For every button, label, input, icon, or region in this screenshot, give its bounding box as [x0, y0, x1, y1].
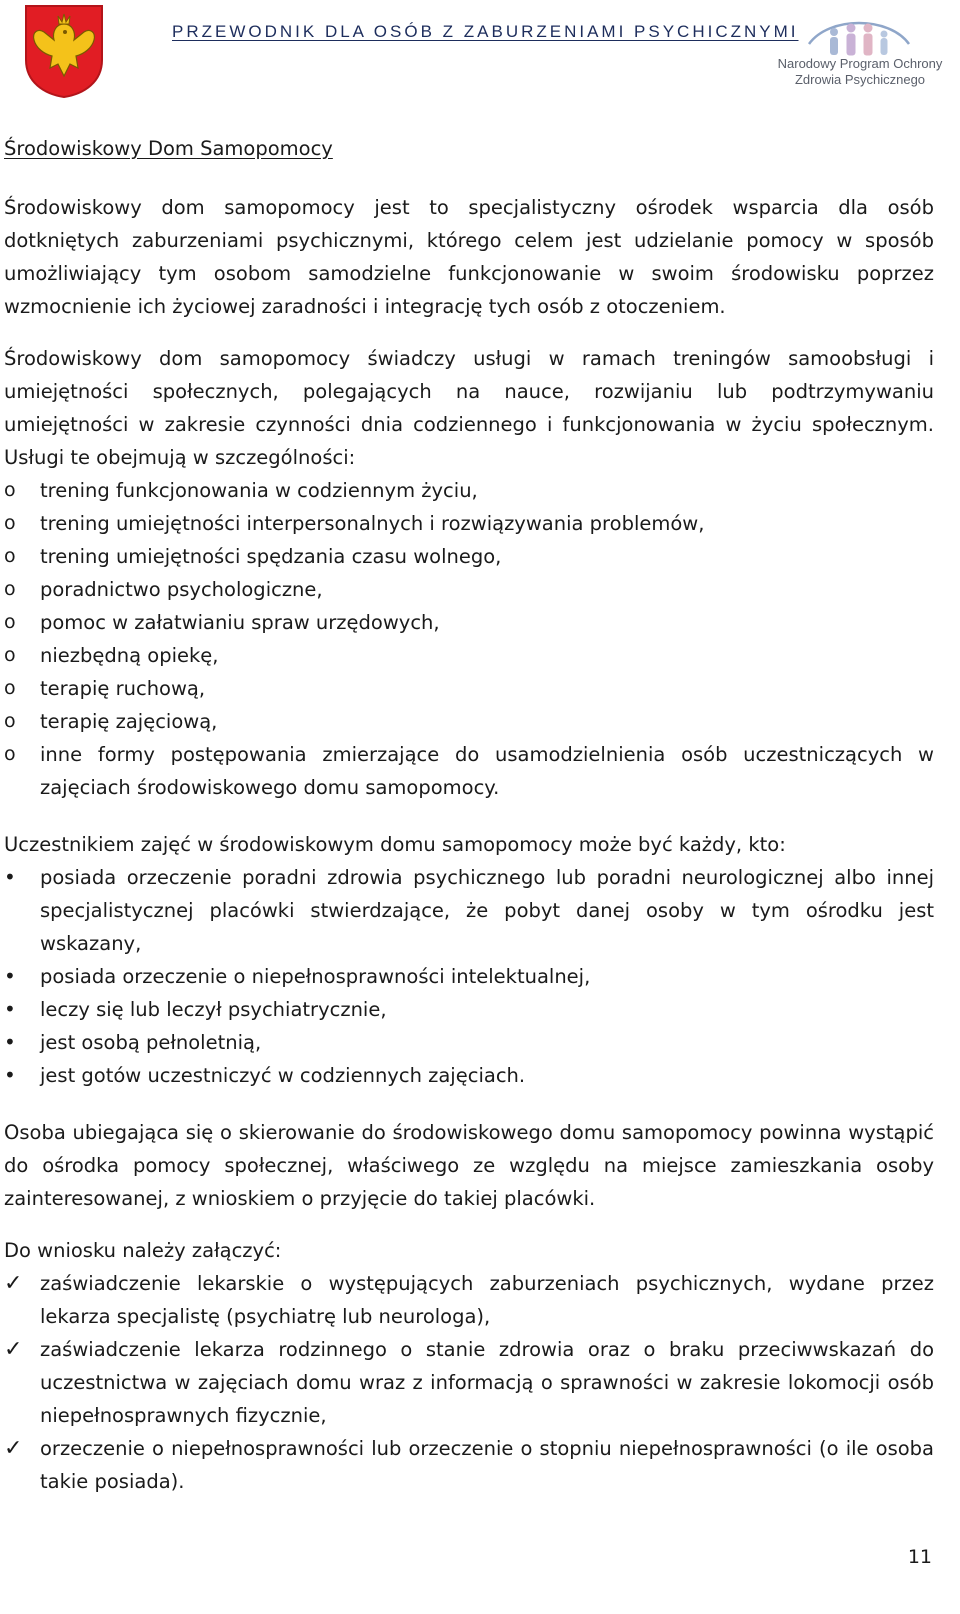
- list-item: • posiada orzeczenie poradni zdrowia psychicznego lub poradni neurologicznej albo innej specjalistycznej placówki stwierdzające, że pobyt danej osoby w tym ośrodku jest wskazany,: [4, 861, 934, 960]
- list-item: • posiada orzeczenie o niepełnosprawności intelektualnej,: [4, 960, 934, 993]
- list-item: o terapię zajęciową,: [4, 705, 934, 738]
- services-list: [4, 474, 934, 804]
- section-title: Środowiskowy Dom Samopomocy: [4, 137, 333, 160]
- attachments-intro: Do wniosku należy załączyć:: [4, 1239, 282, 1262]
- header-title: PRZEWODNIK DLA OSÓB Z ZABURZENIAMI PSYCHICZNYMI: [172, 22, 799, 41]
- circle-bullet-icon: o: [4, 545, 16, 567]
- list-item: o pomoc w załatwianiu spraw urzędowych,: [4, 606, 934, 639]
- circle-bullet-icon: o: [4, 479, 16, 501]
- criteria-list: [4, 861, 934, 1092]
- page-number: 11: [907, 1546, 932, 1568]
- list-item: o inne formy postępowania zmierzające do usamodzielnienia osób uczestniczących w zajęciach środowiskowego domu samopomocy.: [4, 738, 934, 804]
- logo-text-line2: Zdrowia Psychicznego: [794, 72, 926, 87]
- circle-bullet-icon: o: [4, 677, 16, 699]
- list-item: o trening funkcjonowania w codziennym życiu,: [4, 474, 934, 507]
- bullet-icon: •: [4, 997, 16, 1021]
- bullet-icon: •: [4, 964, 16, 988]
- circle-bullet-icon: o: [4, 578, 16, 600]
- bullet-icon: •: [4, 865, 16, 889]
- circle-bullet-icon: o: [4, 710, 16, 732]
- document-body: [4, 132, 934, 1498]
- list-item: o trening umiejętności interpersonalnych i rozwiązywania problemów,: [4, 507, 934, 540]
- list-item: • jest osobą pełnoletnią,: [4, 1026, 934, 1059]
- check-icon: ✓: [4, 1271, 23, 1296]
- circle-bullet-icon: o: [4, 512, 16, 534]
- check-icon: ✓: [4, 1337, 23, 1362]
- list-item: o niezbędną opiekę,: [4, 639, 934, 672]
- circle-bullet-icon: o: [4, 743, 16, 765]
- application-paragraph: Osoba ubiegająca się o skierowanie do środowiskowego domu samopomocy powinna wystąpić do ośrodka pomocy społecznej, właściwego ze względu na miejsce zamieszkania osoby zainteresowanej, z wnioskiem o przyjęcie do takiej placówki.: [4, 1121, 934, 1210]
- circle-bullet-icon: o: [4, 611, 16, 633]
- bullet-icon: •: [4, 1030, 16, 1054]
- participant-intro: Uczestnikiem zajęć w środowiskowym domu samopomocy może być każdy, kto:: [4, 833, 786, 856]
- attachments-list: [4, 1267, 934, 1498]
- list-item: o terapię ruchową,: [4, 672, 934, 705]
- list-item: o trening umiejętności spędzania czasu wolnego,: [4, 540, 934, 573]
- list-item: • leczy się lub leczył psychiatrycznie,: [4, 993, 934, 1026]
- bullet-icon: •: [4, 1063, 16, 1087]
- list-item: o poradnictwo psychologiczne,: [4, 573, 934, 606]
- check-icon: ✓: [4, 1436, 23, 1461]
- intro-paragraph: Środowiskowy dom samopomocy jest to specjalistyczny ośrodek wsparcia dla osób dotkniętych zaburzeniami psychicznymi, którego celem jest udzielanie pomocy w sposób umożliwiający tym osobom samodzielne funkcjonowanie w swoim środowisku poprzez wzmocnienie ich życiowej zaradności i integrację tych osób z otoczeniem.: [4, 196, 934, 318]
- list-item: ✓ orzeczenie o niepełnosprawności lub orzeczenie o stopniu niepełnosprawności (o ile osoba takie posiada).: [4, 1432, 934, 1498]
- eagle-crest-icon: [22, 2, 106, 98]
- logo-text-line1: Narodowy Program Ochrony: [777, 56, 943, 71]
- people-figures-icon: [804, 14, 914, 58]
- circle-bullet-icon: o: [4, 644, 16, 666]
- list-item: • jest gotów uczestniczyć w codziennych zajęciach.: [4, 1059, 934, 1092]
- list-item: ✓ zaświadczenie lekarskie o występujących zaburzeniach psychicznych, wydane przez lekarza specjalistę (psychiatrę lub neurologa),: [4, 1267, 934, 1333]
- services-intro-paragraph: Środowiskowy dom samopomocy świadczy usługi w ramach treningów samoobsługi i umiejętności społecznych, polegających na nauce, rozwijaniu lub podtrzymywaniu umiejętności w zakresie czynności dnia codziennego i funkcjonowania w życiu społecznym. Usługi te obejmują w szczególności:: [4, 347, 934, 469]
- npo-logo: [770, 14, 950, 94]
- page-header: [0, 0, 960, 100]
- list-item: ✓ zaświadczenie lekarza rodzinnego o stanie zdrowia oraz o braku przeciwwskazań do uczestnictwa w zajęciach domu wraz z informacją o sprawności w zakresie lokomocji osób niepełnosprawnych fizycznie,: [4, 1333, 934, 1432]
